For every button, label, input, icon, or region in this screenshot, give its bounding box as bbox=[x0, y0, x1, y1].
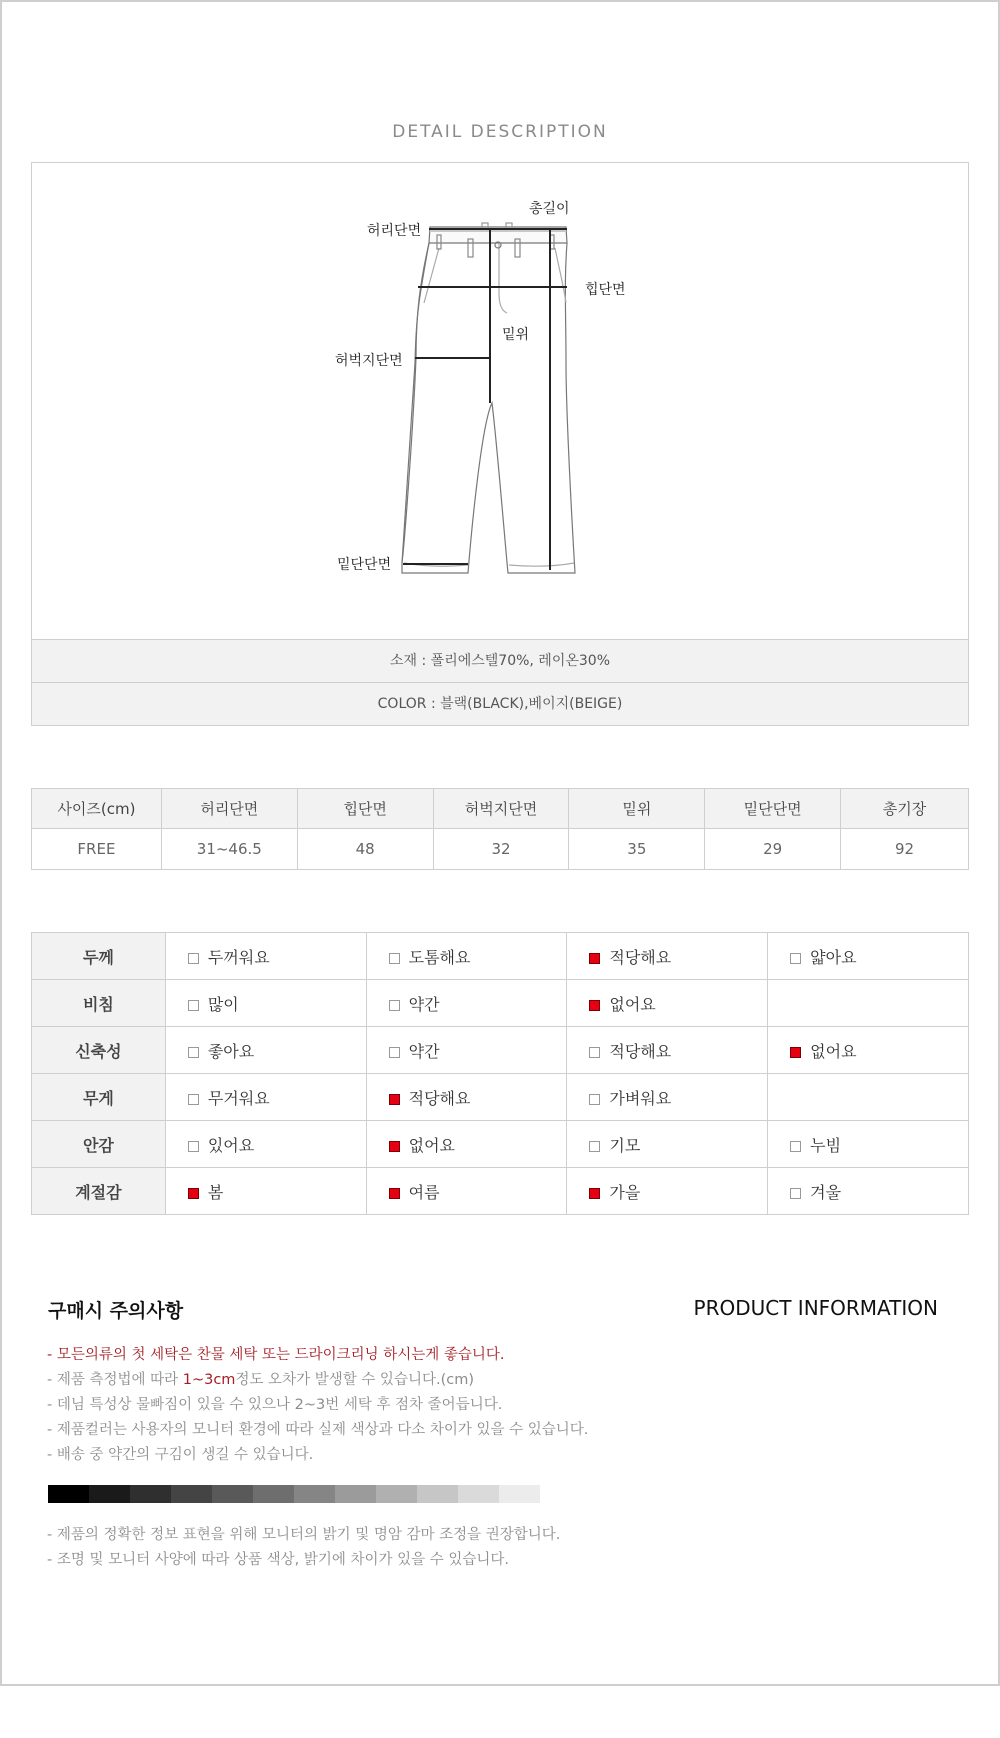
attribute-option-label: 약간 bbox=[408, 994, 440, 1014]
gray-swatch bbox=[212, 1485, 253, 1503]
attribute-option-label: 가벼워요 bbox=[609, 1088, 672, 1108]
checkbox-checked-icon bbox=[589, 1000, 600, 1011]
material-row: 소재 : 폴리에스텔70%, 레이온30% bbox=[32, 639, 968, 682]
label-hip: 힙단면 bbox=[585, 282, 626, 298]
attribute-label: 두께 bbox=[32, 933, 166, 980]
notice-highlight: 1~3cm bbox=[182, 1372, 236, 1388]
checkbox-empty-icon bbox=[188, 1094, 199, 1105]
attribute-option-label: 도톰해요 bbox=[408, 947, 471, 967]
attribute-option bbox=[366, 1074, 567, 1121]
attribute-option bbox=[165, 980, 366, 1027]
attribute-label: 안감 bbox=[32, 1121, 166, 1168]
gray-swatch bbox=[417, 1485, 458, 1503]
size-value-row bbox=[32, 829, 969, 870]
attribute-option bbox=[567, 1121, 768, 1168]
attribute-option bbox=[768, 1027, 969, 1074]
notice-item bbox=[47, 1368, 588, 1393]
attribute-option bbox=[165, 1168, 366, 1215]
gray-scale-bar bbox=[48, 1485, 540, 1503]
checkbox-checked-icon bbox=[790, 1047, 801, 1058]
notice-item: - 배송 중 약간의 구김이 생길 수 있습니다. bbox=[47, 1447, 314, 1463]
attribute-option bbox=[768, 1168, 969, 1215]
size-header-cell: 힙단면 bbox=[297, 789, 433, 829]
attribute-option-label: 없어요 bbox=[408, 1135, 455, 1155]
attribute-option-label: 얇아요 bbox=[810, 947, 857, 967]
size-header-cell: 밑위 bbox=[569, 789, 705, 829]
gray-swatch bbox=[130, 1485, 171, 1503]
size-header-cell: 사이즈(cm) bbox=[32, 789, 162, 829]
attribute-option bbox=[567, 1074, 768, 1121]
checkbox-empty-icon bbox=[790, 1188, 801, 1199]
notice-item: - 모든의류의 첫 세탁은 찬물 세탁 또는 드라이크리닝 하시는게 좋습니다. bbox=[47, 1347, 505, 1363]
size-value-cell: 92 bbox=[841, 829, 969, 870]
diagram-box bbox=[31, 162, 969, 726]
attribute-row bbox=[32, 1121, 969, 1168]
checkbox-empty-icon bbox=[589, 1094, 600, 1105]
checkbox-empty-icon bbox=[188, 1047, 199, 1058]
size-header-cell: 총기장 bbox=[841, 789, 969, 829]
gray-swatch bbox=[171, 1485, 212, 1503]
gray-swatch bbox=[294, 1485, 335, 1503]
checkbox-empty-icon bbox=[188, 953, 199, 964]
size-header-cell: 허리단면 bbox=[161, 789, 297, 829]
size-value-cell: 29 bbox=[705, 829, 841, 870]
attribute-option-label: 적당해요 bbox=[609, 1041, 672, 1061]
attribute-empty-cell bbox=[768, 1074, 969, 1121]
checkbox-empty-icon bbox=[790, 1141, 801, 1152]
checkbox-empty-icon bbox=[389, 1000, 400, 1011]
gray-swatch bbox=[458, 1485, 499, 1503]
size-header-cell: 허벅지단면 bbox=[433, 789, 569, 829]
label-waist: 허리단면 bbox=[367, 223, 422, 239]
size-value-cell: 31~46.5 bbox=[161, 829, 297, 870]
attribute-option-label: 없어요 bbox=[810, 1041, 857, 1061]
product-information-title: PRODUCT INFORMATION bbox=[693, 1296, 938, 1320]
gray-swatch bbox=[48, 1485, 89, 1503]
attribute-option bbox=[366, 933, 567, 980]
attribute-option bbox=[567, 1027, 768, 1074]
size-value-cell: FREE bbox=[32, 829, 162, 870]
attribute-option bbox=[366, 1121, 567, 1168]
attribute-option bbox=[366, 1027, 567, 1074]
notice-text: - 제품 측정법에 따라 bbox=[47, 1372, 183, 1388]
checkbox-empty-icon bbox=[389, 953, 400, 964]
attribute-label: 계절감 bbox=[32, 1168, 166, 1215]
detail-heading: DETAIL DESCRIPTION bbox=[392, 122, 608, 142]
checkbox-checked-icon bbox=[389, 1094, 400, 1105]
gray-swatch bbox=[376, 1485, 417, 1503]
label-rise: 밑위 bbox=[502, 327, 530, 343]
attribute-option bbox=[567, 933, 768, 980]
attribute-option-label: 많이 bbox=[207, 994, 239, 1014]
checkbox-empty-icon bbox=[589, 1141, 600, 1152]
attribute-option-label: 봄 bbox=[207, 1182, 224, 1202]
notice-list bbox=[47, 1343, 588, 1468]
attribute-option-label: 적당해요 bbox=[408, 1088, 471, 1108]
pants-diagram bbox=[32, 163, 968, 639]
attribute-option bbox=[768, 933, 969, 980]
size-header-row bbox=[32, 789, 969, 829]
gray-swatch bbox=[499, 1485, 540, 1503]
gray-swatch bbox=[89, 1485, 130, 1503]
attribute-option bbox=[768, 1121, 969, 1168]
attribute-option-label: 여름 bbox=[408, 1182, 440, 1202]
attribute-option-label: 약간 bbox=[408, 1041, 440, 1061]
attribute-option bbox=[165, 933, 366, 980]
attribute-option-label: 가을 bbox=[609, 1182, 641, 1202]
gray-swatch bbox=[335, 1485, 376, 1503]
notice-title: 구매시 주의사항 bbox=[48, 1300, 184, 1322]
attribute-row bbox=[32, 1074, 969, 1121]
attribute-option bbox=[567, 980, 768, 1027]
attribute-table bbox=[31, 932, 969, 1215]
attribute-row bbox=[32, 1168, 969, 1215]
notice-item: - 제품의 정확한 정보 표현을 위해 모니터의 밝기 및 명암 감마 조정을 권장합니다. bbox=[47, 1527, 561, 1543]
gray-swatch bbox=[253, 1485, 294, 1503]
attribute-label: 무게 bbox=[32, 1074, 166, 1121]
notice-item: - 데님 특성상 물빠짐이 있을 수 있으나 2~3번 세탁 후 점차 줄어듭니다. bbox=[47, 1397, 503, 1413]
attribute-row bbox=[32, 980, 969, 1027]
attribute-option-label: 적당해요 bbox=[609, 947, 672, 967]
label-hem: 밑단단면 bbox=[337, 557, 392, 573]
attribute-option bbox=[165, 1074, 366, 1121]
checkbox-empty-icon bbox=[389, 1047, 400, 1058]
size-value-cell: 32 bbox=[433, 829, 569, 870]
attribute-label: 비침 bbox=[32, 980, 166, 1027]
size-value-cell: 48 bbox=[297, 829, 433, 870]
checkbox-checked-icon bbox=[389, 1141, 400, 1152]
attribute-option bbox=[165, 1121, 366, 1168]
attribute-option-label: 있어요 bbox=[207, 1135, 255, 1155]
attribute-option bbox=[165, 1027, 366, 1074]
label-thigh: 허벅지단면 bbox=[335, 353, 403, 369]
monitor-notice-list bbox=[47, 1523, 560, 1573]
attribute-option bbox=[366, 980, 567, 1027]
attribute-option bbox=[366, 1168, 567, 1215]
checkbox-checked-icon bbox=[389, 1188, 400, 1199]
attribute-empty-cell bbox=[768, 980, 969, 1027]
attribute-option-label: 무거워요 bbox=[207, 1088, 270, 1108]
checkbox-checked-icon bbox=[589, 953, 600, 964]
size-header-cell: 밑단단면 bbox=[705, 789, 841, 829]
attribute-option-label: 누빔 bbox=[810, 1135, 842, 1155]
checkbox-empty-icon bbox=[188, 1000, 199, 1011]
checkbox-empty-icon bbox=[188, 1141, 199, 1152]
label-total-length: 총길이 bbox=[529, 201, 570, 217]
attribute-option bbox=[567, 1168, 768, 1215]
attribute-option-label: 두꺼워요 bbox=[207, 947, 270, 967]
attribute-option-label: 기모 bbox=[609, 1135, 641, 1155]
size-table bbox=[31, 788, 969, 870]
attribute-row bbox=[32, 1027, 969, 1074]
color-row: COLOR : 블랙(BLACK),베이지(BEIGE) bbox=[32, 682, 968, 725]
notice-text: 정도 오차가 발생할 수 있습니다.(cm) bbox=[235, 1372, 474, 1388]
diagram-labels bbox=[32, 163, 968, 639]
notice-item: - 제품컬러는 사용자의 모니터 환경에 따라 실제 색상과 다소 차이가 있을 수 있습니다. bbox=[47, 1422, 589, 1438]
size-value-cell: 35 bbox=[569, 829, 705, 870]
attribute-row bbox=[32, 933, 969, 980]
notice-item: - 조명 및 모니터 사양에 따라 상품 색상, 밝기에 차이가 있을 수 있습니다. bbox=[47, 1552, 509, 1568]
checkbox-checked-icon bbox=[589, 1188, 600, 1199]
checkbox-checked-icon bbox=[188, 1188, 199, 1199]
checkbox-empty-icon bbox=[589, 1047, 600, 1058]
attribute-option-label: 없어요 bbox=[609, 994, 656, 1014]
attribute-label: 신축성 bbox=[32, 1027, 166, 1074]
attribute-option-label: 겨울 bbox=[810, 1182, 842, 1202]
checkbox-empty-icon bbox=[790, 953, 801, 964]
attribute-option-label: 좋아요 bbox=[207, 1041, 255, 1061]
